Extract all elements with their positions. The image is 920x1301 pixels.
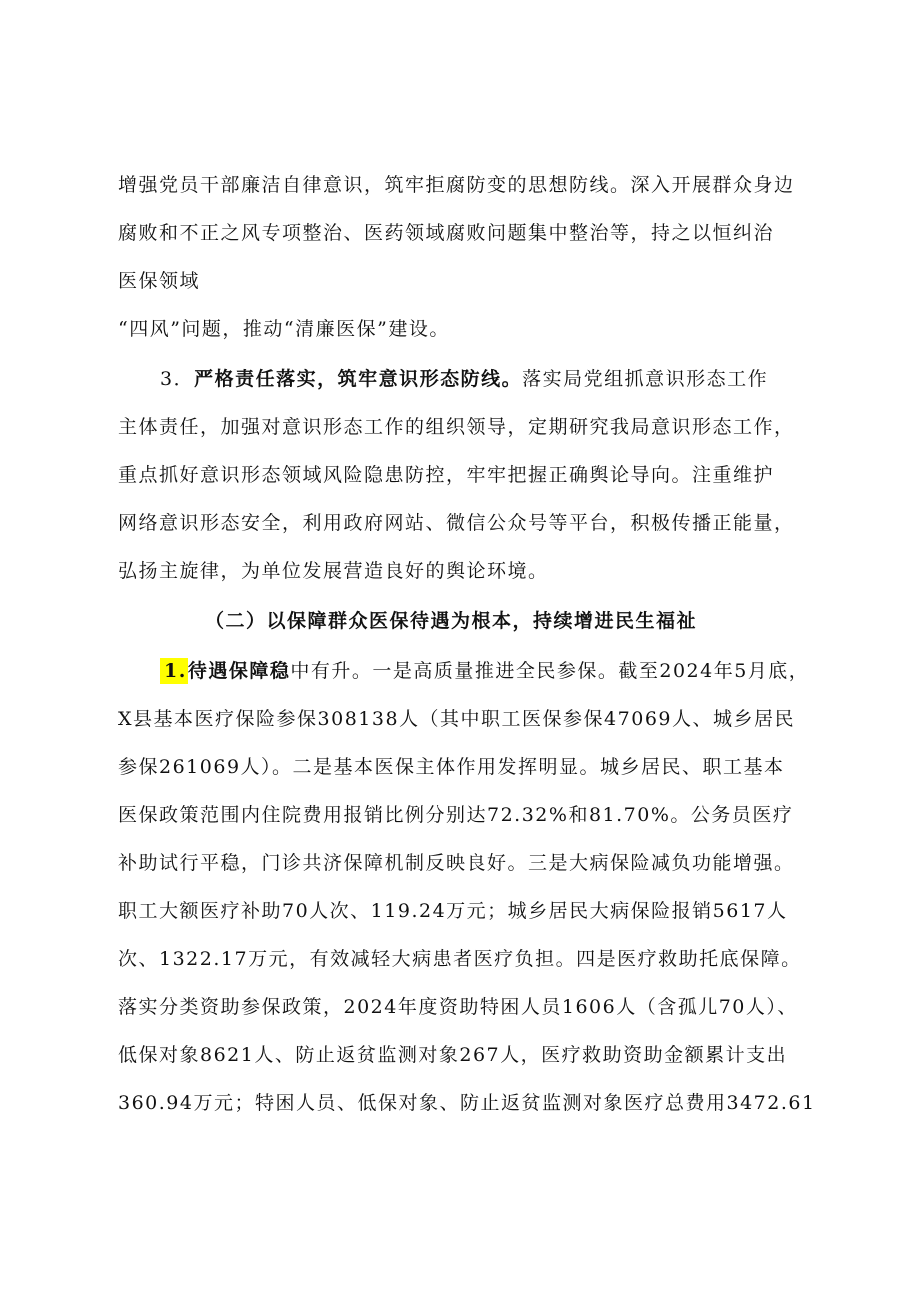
paragraph-line: 主体责任，加强对意识形态工作的组织领导，定期研究我局意识形态工作， xyxy=(118,416,795,438)
paragraph-line: “四风”问题，推动“清廉医保”建设。 xyxy=(118,318,450,340)
paragraph-line: 次、1322.17万元，有效减轻大病患者医疗负担。四是医疗救助托底保障。 xyxy=(118,948,802,970)
paragraph-line: 医保政策范围内住院费用报销比例分别达72.32%和81.70%。公务员医疗 xyxy=(118,804,794,826)
paragraph-line: 职工大额医疗补助70人次、119.24万元；城乡居民大病保险报销5617人 xyxy=(118,900,788,922)
section3-number: 3． xyxy=(160,368,195,390)
section3-title: 严格责任落实，筑牢意识形态防线。 xyxy=(194,368,523,390)
paragraph-line: 增强党员干部廉洁自律意识，筑牢拒腐防变的思想防线。深入开展群众身边 xyxy=(118,174,795,196)
paragraph-line: X县基本医疗保险参保308138人（其中职工医保参保47069人、城乡居民 xyxy=(118,708,796,730)
section1-first-line xyxy=(160,656,809,686)
paragraph-line: 低保对象8621人、防止返贫监测对象267人，医疗救助资助金额累计支出 xyxy=(118,1044,788,1066)
section3-first-line-rest: 落实局党组抓意识形态工作 xyxy=(522,368,769,390)
section-heading: （二）以保障群众医保待遇为根本，持续增进民生福祉 xyxy=(205,610,698,632)
paragraph-line: 补助试行平稳，门诊共济保障机制反映良好。三是大病保险减负功能增强。 xyxy=(118,852,795,874)
paragraph-line: 网络意识形态安全，利用政府网站、微信公众号等平台，积极传播正能量， xyxy=(118,512,795,534)
paragraph-line: 落实分类资助参保政策，2024年度资助特困人员1606人（含孤儿70人）、 xyxy=(118,996,798,1018)
section1-first-line-rest: 中有升。一是高质量推进全民参保。截至2024年5月底， xyxy=(290,660,810,682)
paragraph-line: 腐败和不正之风专项整治、医药领域腐败问题集中整治等，持之以恒纠治 xyxy=(118,222,775,244)
paragraph-line: 参保261069人）。二是基本医保主体作用发挥明显。城乡居民、职工基本 xyxy=(118,756,785,778)
paragraph-line: 医保领域 xyxy=(118,270,201,292)
section1-title: 待遇保障稳 xyxy=(187,660,291,682)
paragraph-line: 弘扬主旋律，为单位发展营造良好的舆论环境。 xyxy=(118,560,549,582)
paragraph-line: 360.94万元；特困人员、低保对象、防止返贫监测对象医疗总费用3472.61 xyxy=(118,1092,816,1114)
section3-first-line xyxy=(160,364,768,394)
paragraph-line: 重点抓好意识形态领域风险隐患防控，牢牢把握正确舆论导向。注重维护 xyxy=(118,464,775,486)
highlighted-section-number: 1. xyxy=(160,658,188,684)
